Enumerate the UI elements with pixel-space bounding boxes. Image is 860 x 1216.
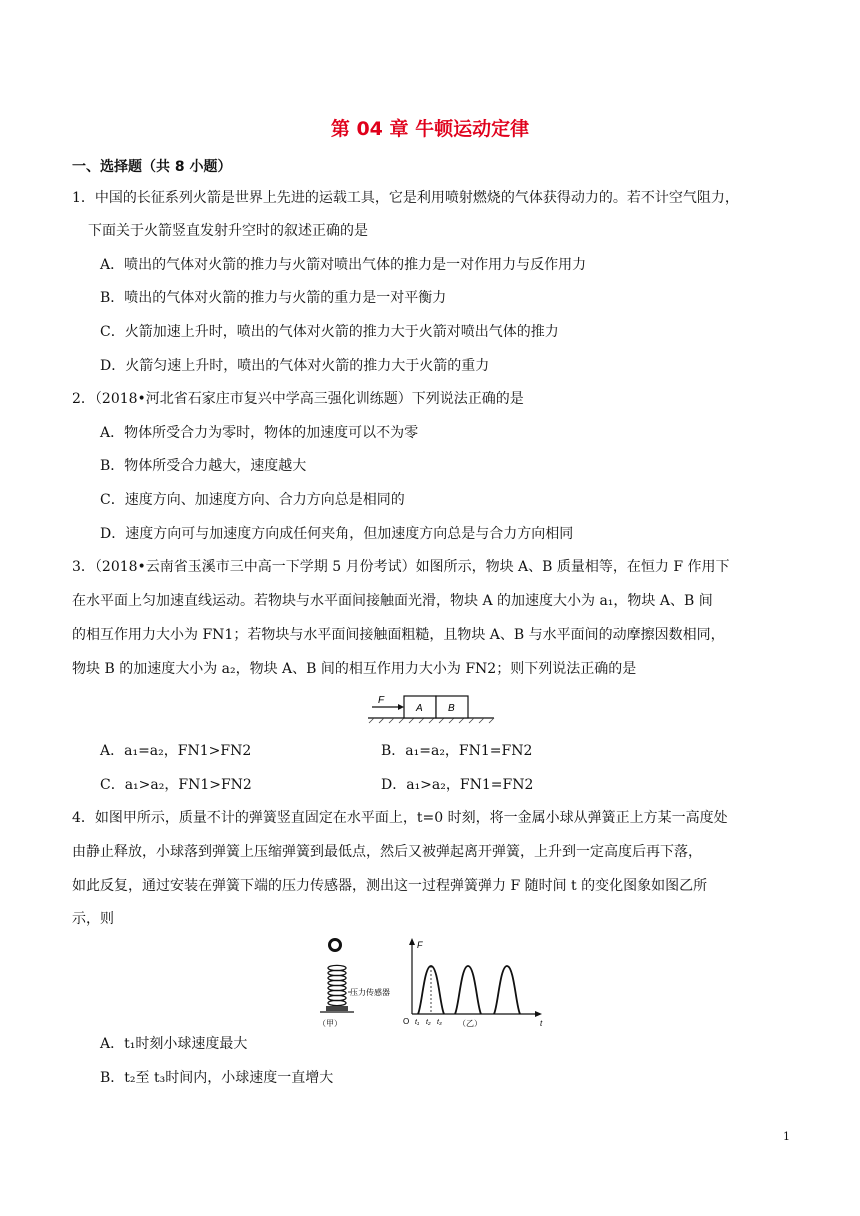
q3-stem-line4: 物块 B 的加速度大小为 a₂，物块 A、B 间的相互作用力大小为 FN2；则下列说法正确的是 [72, 661, 637, 677]
label-jia: （甲） [318, 1019, 342, 1028]
label-a: A [416, 703, 423, 714]
metal-ball [330, 940, 341, 951]
q3-option-c: C．a₁>a₂，FN1>FN2 [100, 777, 252, 793]
q2-stem: 2．（2018•河北省石家庄市复兴中学高三强化训练题）下列说法正确的是 [72, 391, 524, 407]
q4-stem-line3: 如此反复，通过安装在弹簧下端的压力传感器，测出这一过程弹簧弹力 F 随时间 t 的变化图象如图乙所 [72, 878, 708, 894]
q4-option-a: A．t₁时刻小球速度最大 [100, 1036, 248, 1052]
spring [328, 965, 346, 1005]
origin-label: O [403, 1017, 410, 1026]
q4-option-b: B．t₂至 t₃时间内，小球速度一直增大 [100, 1070, 334, 1086]
q1-option-d: D．火箭匀速上升时，喷出的气体对火箭的推力大于火箭的重力 [100, 358, 490, 374]
axis-f-label: F [417, 940, 423, 950]
pressure-sensor [326, 1006, 348, 1011]
label-yi: （乙） [458, 1019, 482, 1028]
q1-stem-line1: 1．中国的长征系列火箭是世界上先进的运载工具，它是利用喷射燃烧的气体获得动力的。若不计空气阻力， [72, 190, 739, 206]
tick-t1: t₁ [415, 1019, 420, 1026]
q3-option-b: B．a₁=a₂，FN1=FN2 [381, 743, 533, 759]
q2-option-d: D．速度方向可与加速度方向成任何夹角，但加速度方向总是与合力方向相同 [100, 526, 574, 542]
q1-option-c: C．火箭加速上升时，喷出的气体对火箭的推力大于火箭对喷出气体的推力 [100, 324, 559, 340]
force-curve [418, 966, 520, 1014]
q2-option-c: C．速度方向、加速度方向、合力方向总是相同的 [100, 492, 405, 508]
page-title: 第 04 章 牛顿运动定律 [330, 118, 530, 140]
label-f: F [378, 695, 385, 706]
q4-figure-spring-and-graph [318, 936, 548, 1030]
q4-stem-line1: 4．如图甲所示，质量不计的弹簧竖直固定在水平面上，t=0 时刻，将一金属小球从弹簧正上方某一高度处 [72, 810, 728, 826]
label-b: B [448, 703, 455, 714]
q3-stem-line1: 3．（2018•云南省玉溪市三中高一下学期 5 月份考试）如图所示，物块 A、B 质量相等，在恒力 F 作用下 [72, 559, 730, 575]
q3-figure-blocks [366, 692, 496, 724]
q2-option-b: B．物体所受合力越大，速度越大 [100, 458, 307, 474]
tick-t3: t₃ [437, 1019, 442, 1026]
q1-stem-line2: 下面关于火箭竖直发射升空时的叙述正确的是 [88, 223, 368, 239]
q3-stem-line2: 在水平面上匀加速直线运动。若物块与水平面间接触面光滑，物块 A 的加速度大小为 a₁，物块 A、B 间 [72, 593, 713, 609]
q1-option-b: B．喷出的气体对火箭的推力与火箭的重力是一对平衡力 [100, 290, 447, 306]
q1-option-a: A．喷出的气体对火箭的推力与火箭对喷出气体的推力是一对作用力与反作用力 [100, 257, 587, 273]
sensor-label: 压力传感器 [350, 988, 390, 997]
q3-option-a: A．a₁=a₂，FN1>FN2 [100, 743, 252, 759]
q4-stem-line2: 由静止释放，小球落到弹簧上压缩弹簧到最低点，然后又被弹起离开弹簧，上升到一定高度后再下落， [72, 844, 702, 860]
axis-t-label: t [540, 1019, 543, 1028]
tick-t2: t₂ [426, 1019, 431, 1026]
q2-option-a: A．物体所受合力为零时，物体的加速度可以不为零 [100, 425, 419, 441]
q3-option-d: D．a₁>a₂，FN1=FN2 [381, 777, 534, 793]
q3-stem-line3: 的相互作用力大小为 FN1；若物块与水平面间接触面粗糙，且物块 A、B 与水平面间的动摩擦因数相同， [72, 627, 725, 643]
q4-stem-line4: 示，则 [72, 911, 114, 927]
section-heading: 一、选择题（共 8 小题） [72, 159, 232, 175]
page-number: 1 [783, 1130, 790, 1143]
